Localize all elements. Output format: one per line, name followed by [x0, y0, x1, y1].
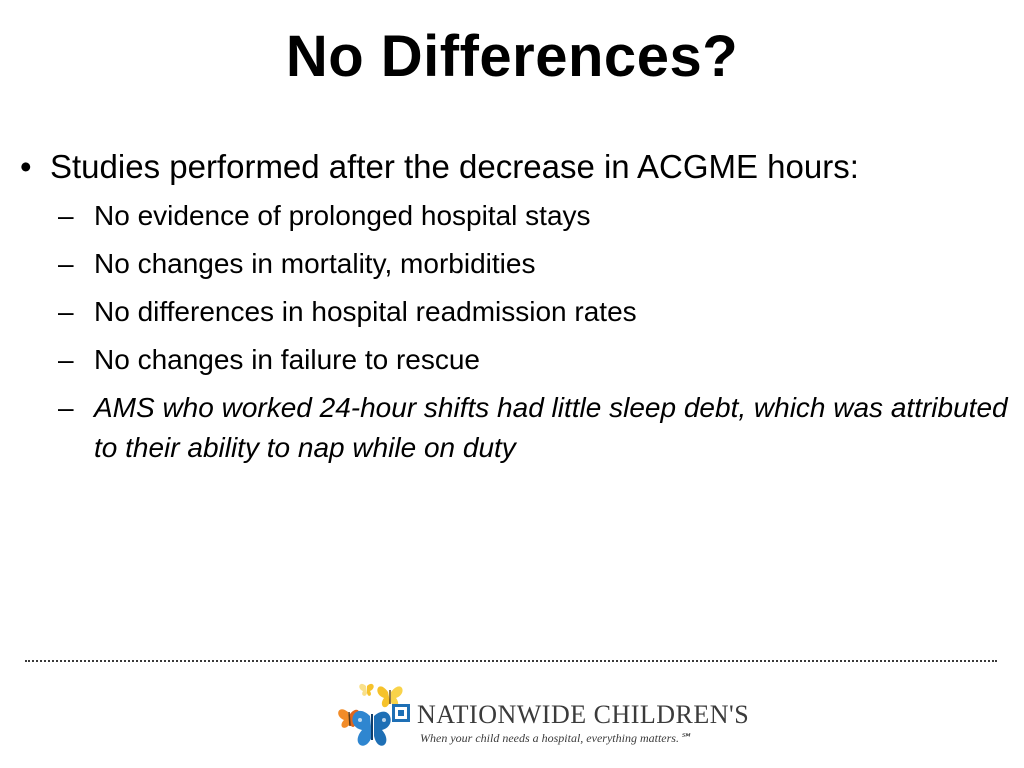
sub-bullet-text: No changes in mortality, morbidities — [94, 248, 536, 279]
sub-bullet-text: No differences in hospital readmission rates — [94, 296, 637, 327]
dash-marker: – — [58, 344, 74, 375]
sub-bullet-text: No changes in failure to rescue — [94, 344, 480, 375]
dash-marker: – — [58, 296, 74, 327]
sub-bullet-item — [58, 388, 1008, 468]
sub-bullet-item — [58, 340, 1008, 380]
footer-separator — [25, 660, 997, 662]
hospital-logo — [330, 676, 750, 760]
dash-marker: – — [58, 248, 74, 279]
dash-marker: – — [58, 392, 74, 423]
sub-bullet-item — [58, 244, 1008, 284]
slide-title: No Differences? — [285, 24, 739, 89]
slide-content — [18, 146, 1008, 476]
bullet-marker: • — [20, 148, 32, 185]
brand-name: NATIONWIDE CHILDREN'S — [417, 700, 750, 729]
main-bullet — [18, 146, 1008, 188]
sub-bullet-text: No evidence of prolonged hospital stays — [94, 200, 591, 231]
dash-marker: – — [58, 200, 74, 231]
sub-bullet-item — [58, 196, 1008, 236]
sub-bullet-list — [18, 196, 1008, 468]
square-logo-icon — [392, 704, 410, 722]
sub-bullet-text: AMS who worked 24-hour shifts had little sleep debt, which was attributed to their ability to nap while on duty — [94, 392, 1008, 463]
brand-tagline: When your child needs a hospital, everything matters.℠ — [420, 731, 692, 745]
sub-bullet-item — [58, 292, 1008, 332]
main-bullet-text: Studies performed after the decrease in ACGME hours: — [50, 148, 859, 185]
